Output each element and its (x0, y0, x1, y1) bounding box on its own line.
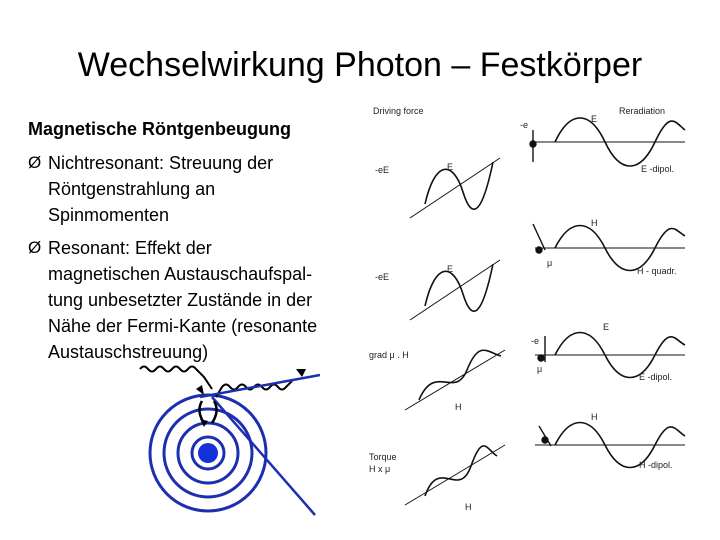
wave-label: H (591, 412, 598, 422)
slide-title: Wechselwirkung Photon – Festkörper (77, 46, 643, 84)
moment-marker (542, 437, 548, 443)
wave-arrowhead (196, 385, 204, 395)
bullet-text: Nichtresonant: Streuung der Röntgenstrahlung an Spinmomenten (48, 153, 274, 225)
figure-header-left: Driving force (373, 106, 424, 116)
slide-subtitle: Magnetische Röntgenbeugung (28, 119, 291, 139)
axis-line (405, 350, 505, 410)
wave-label: E (603, 322, 610, 332)
wave-label: E (447, 264, 454, 274)
row-label: -e (520, 120, 529, 130)
nucleus (198, 443, 218, 463)
row-label: grad μ . H (369, 350, 409, 360)
wave-label: H -dipol. (639, 460, 673, 470)
row-label-torque-sub: H x μ (369, 464, 391, 474)
wave-label: H (455, 402, 462, 412)
bullet-text: Resonant: Effekt der magnetischen Austauschaufspal- tung unbesetzter Zustände in der Nähe der Fermi-Kante (resonante Austauschstreuung) (48, 238, 318, 362)
row-label: -eE (375, 165, 390, 175)
row-label-torque: Torque (369, 452, 397, 462)
electron-marker (530, 141, 536, 147)
wave-label: H (465, 502, 472, 512)
mu-label: μ (547, 258, 553, 268)
wave-arrowhead (296, 369, 306, 377)
row-label: -eE (375, 272, 390, 282)
wave-label: E -dipol. (641, 164, 675, 174)
beam-line (200, 375, 320, 397)
bullet-arrow-icon: Ø (28, 153, 42, 172)
wave-label: H (591, 218, 598, 228)
wave-label: H - quadr. (637, 266, 677, 276)
force-arrow (533, 224, 545, 250)
wave-label: E (447, 162, 454, 172)
mu-label: μ (537, 364, 543, 374)
moment-marker (536, 247, 542, 253)
axis-line (405, 445, 505, 505)
driving-force-reradiation-figure (355, 100, 715, 520)
bullet-arrow-icon: Ø (28, 238, 42, 257)
driving-wave-3 (419, 350, 501, 400)
beam-line (212, 397, 315, 515)
moment-marker (538, 355, 544, 361)
wave-label: E -dipol. (639, 372, 673, 382)
figure-header-right: Reradiation (619, 106, 666, 116)
atom-scattering-diagram (130, 355, 330, 540)
minus-e-label: -e (531, 336, 540, 346)
wave-label: E (591, 114, 598, 124)
